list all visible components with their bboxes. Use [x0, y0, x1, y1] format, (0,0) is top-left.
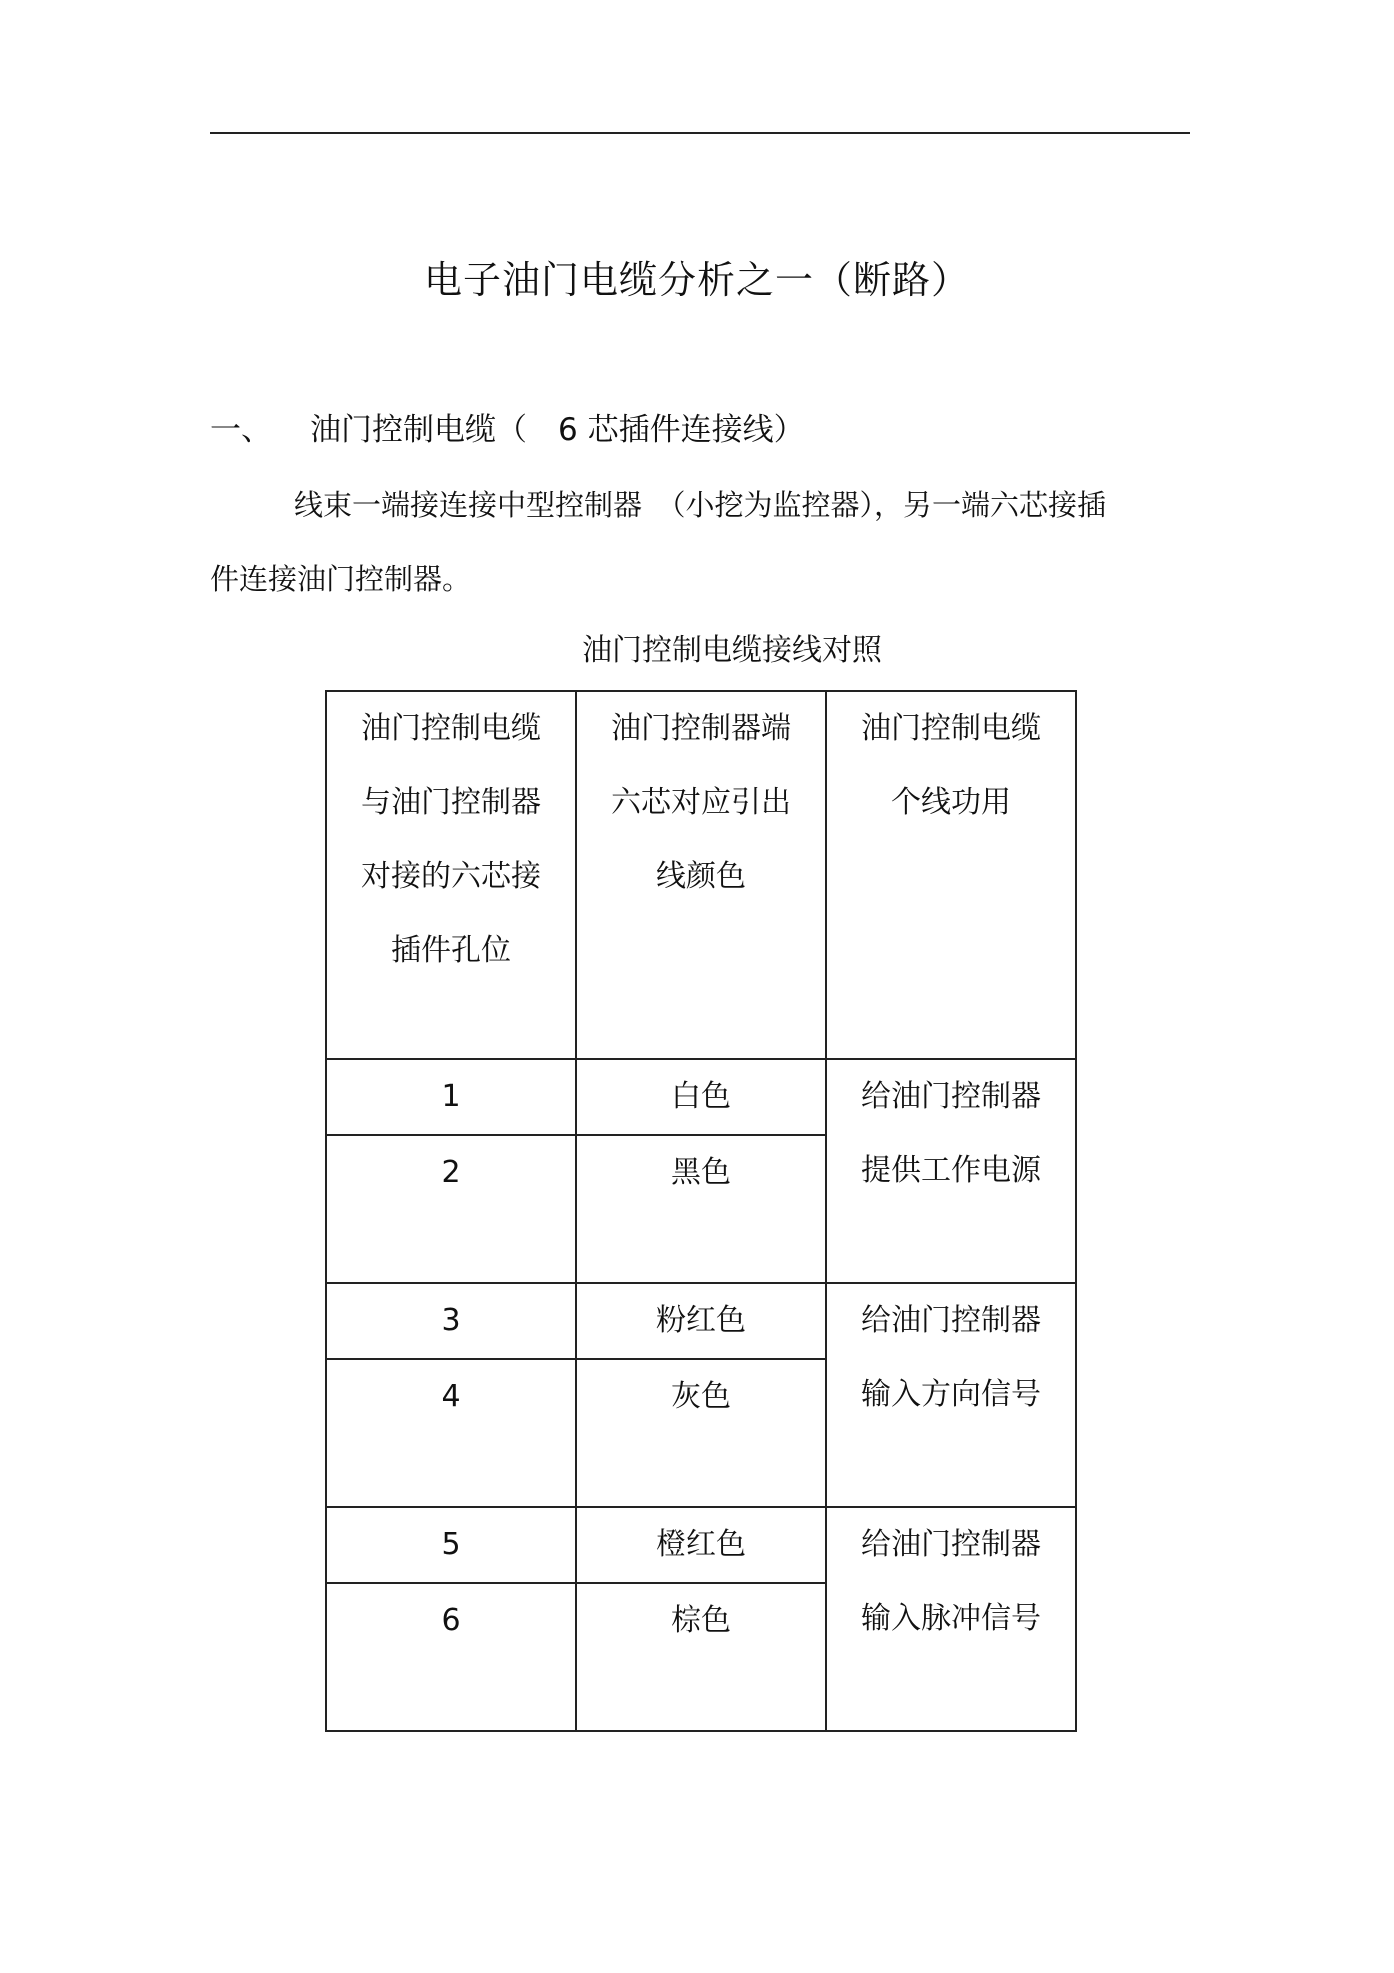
function-cell: 给油门控制器输入方向信号	[826, 1283, 1076, 1507]
wiring-table	[325, 690, 1077, 1732]
header-cell-wire-color: 油门控制器端六芯对应引出线颜色	[576, 691, 826, 1059]
pin-cell: 1	[326, 1059, 576, 1135]
color-cell: 橙红色	[576, 1507, 826, 1583]
table-row	[326, 1507, 1076, 1583]
pin-cell: 5	[326, 1507, 576, 1583]
pin-cell: 6	[326, 1583, 576, 1731]
pin-cell: 2	[326, 1135, 576, 1283]
document-title: 电子油门电缆分析之一（断路）	[423, 258, 970, 302]
section-heading-text: 油门控制电缆（ 6 芯插件连接线）	[310, 412, 805, 448]
table-header-row	[326, 691, 1076, 1059]
color-cell: 粉红色	[576, 1283, 826, 1359]
table-row	[326, 1059, 1076, 1135]
section-number: 一、	[210, 412, 272, 448]
table-row	[326, 1283, 1076, 1359]
color-cell: 灰色	[576, 1359, 826, 1507]
header-cell-wire-function: 油门控制电缆个线功用	[826, 691, 1076, 1059]
pin-cell: 4	[326, 1359, 576, 1507]
table-caption: 油门控制电缆接线对照	[582, 633, 882, 668]
function-cell: 给油门控制器输入脉冲信号	[826, 1507, 1076, 1731]
pin-cell: 3	[326, 1283, 576, 1359]
header-cell-pin-position: 油门控制电缆与油门控制器对接的六芯接插件孔位	[326, 691, 576, 1059]
paragraph-line-1: 线束一端接连接中型控制器 （小挖为监控器），另一端六芯接插	[294, 488, 1107, 522]
color-cell: 棕色	[576, 1583, 826, 1731]
section-heading	[210, 405, 805, 455]
color-cell: 白色	[576, 1059, 826, 1135]
paragraph-line-2: 件连接油门控制器。	[210, 562, 472, 596]
function-cell: 给油门控制器提供工作电源	[826, 1059, 1076, 1283]
color-cell: 黑色	[576, 1135, 826, 1283]
header-rule	[210, 132, 1190, 134]
